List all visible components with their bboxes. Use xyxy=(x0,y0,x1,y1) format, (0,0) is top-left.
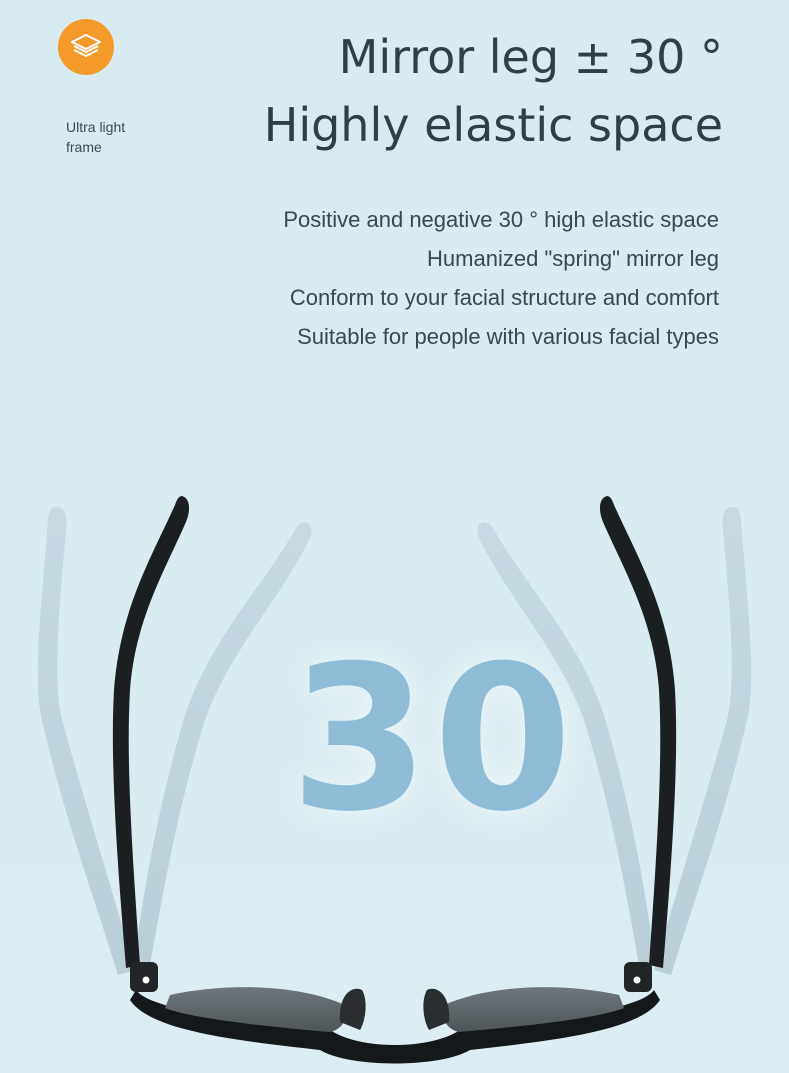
feature-line: Suitable for people with various facial types xyxy=(297,324,719,349)
angle-number: 30 xyxy=(290,623,577,856)
subheadline: Highly elastic space xyxy=(263,98,723,152)
hinge-screw-right xyxy=(634,977,641,984)
feature-line: Positive and negative 30 ° high elastic space xyxy=(283,207,719,232)
ghost-leg-inner-left xyxy=(134,522,312,965)
nose-pad-right xyxy=(423,989,449,1030)
hinge-left xyxy=(130,962,158,992)
headline: Mirror leg ± 30 ° xyxy=(338,30,723,84)
feature-line: Humanized "spring" mirror leg xyxy=(427,246,719,271)
badge-label: Ultra light frame xyxy=(66,119,126,155)
nose-pad-left xyxy=(340,989,366,1030)
hinge-screw-left xyxy=(143,977,150,984)
feature-line: Conform to your facial structure and comfort xyxy=(289,285,719,310)
